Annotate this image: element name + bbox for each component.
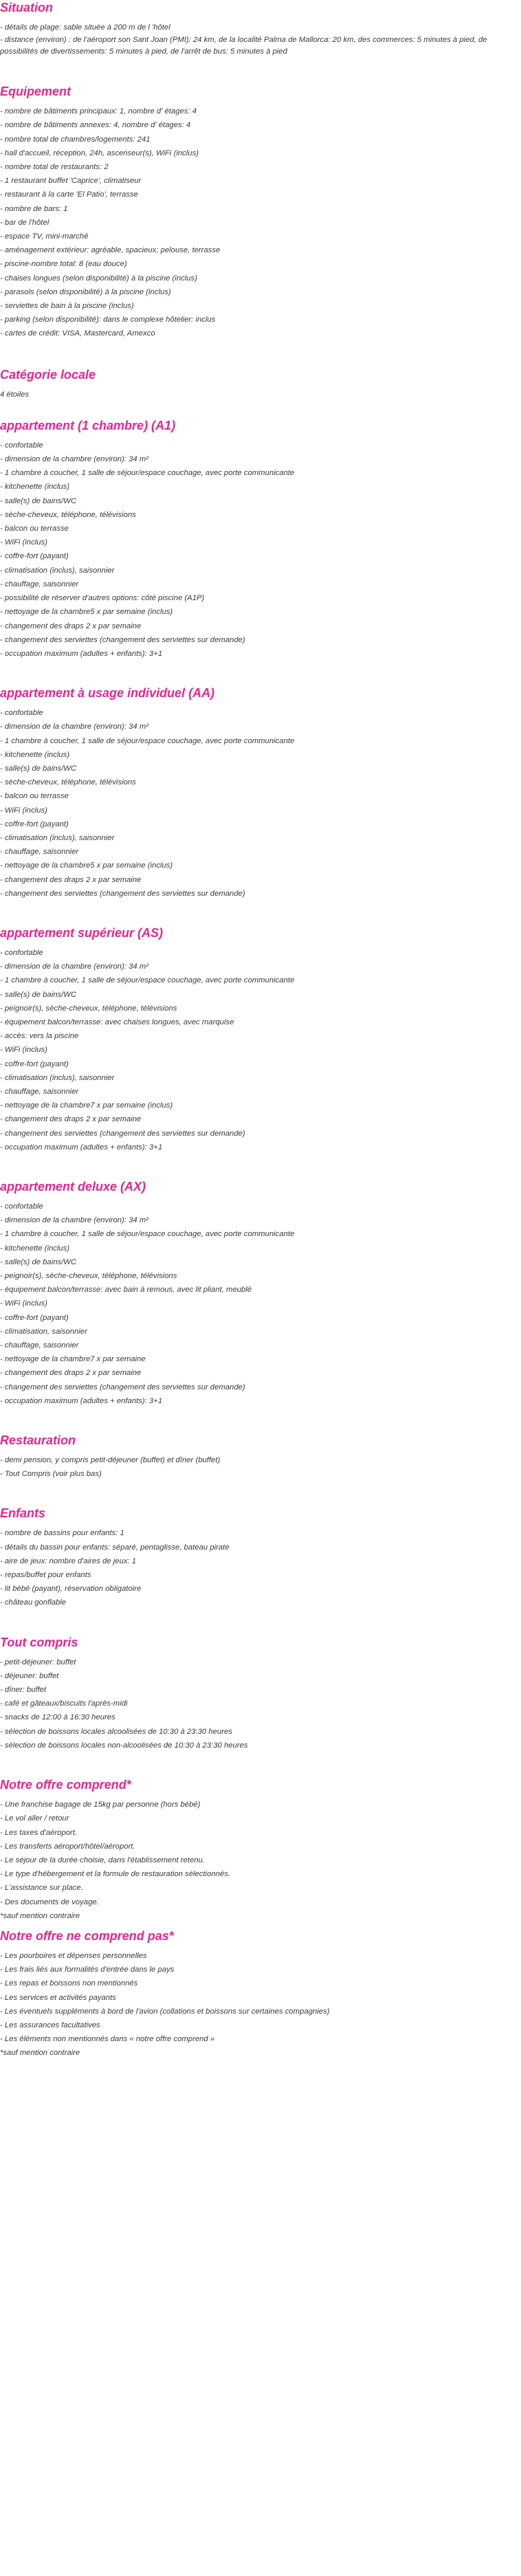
info-line: - occupation maximum (adultes + enfants): 3+1	[0, 649, 163, 658]
info-line: - chaises longues (selon disponibilité) à la piscine (inclus)	[0, 274, 197, 283]
info-line: - WiFi (inclus)	[0, 538, 47, 547]
section-title: appartement deluxe (AX)	[0, 1180, 146, 1193]
info-line: - petit-déjeuner: buffet	[0, 1658, 76, 1666]
info-line: - changement des draps 2 x par semaine	[0, 1369, 142, 1378]
section-title: appartement supérieur (AS)	[0, 925, 164, 940]
footnote: *sauf mention contraire	[0, 2049, 80, 2058]
info-line: - confortable	[0, 709, 43, 718]
info-line: - équipement balcon/terrasse: avec bain à remous, avec lit pliant, meublé	[0, 1286, 252, 1295]
info-line: - nombre de bars: 1	[0, 204, 68, 213]
section-room-aa	[0, 685, 521, 901]
info-line: - Les transferts aéroport/hôtel/aéroport.	[0, 1842, 135, 1851]
info-line: - salle(s) de bains/WC	[0, 990, 77, 999]
info-line: - changement des serviettes (changement des serviettes sur demande)	[0, 635, 245, 644]
info-line: - changement des serviettes (changement des serviettes sur demande)	[0, 889, 245, 898]
info-line: - piscine-nombre total: 8 (eau douce)	[0, 260, 127, 269]
section-enfants	[0, 1506, 521, 1609]
info-line: - distance (environ) : de l'aéroport son Sant Joan (PMI): 24 km, de la localité Palma de Mallorca: 20 km, des commerces: 5 minutes à pied, de possibilités de divertissements: 5 minutes à pied, de l'arrêt de bus: 5 minutes à pied	[0, 36, 487, 56]
info-line: - aire de jeux: nombre d'aires de jeux: 1	[0, 1556, 137, 1565]
info-line: - changement des draps 2 x par semaine	[0, 621, 142, 630]
info-line: - Le séjour de la durée choisie, dans l'établissement retenu.	[0, 1856, 205, 1864]
info-line: - demi pension, y compris petit-déjeuner (buffet) et dîner (buffet)	[0, 1456, 221, 1465]
info-line: - sélection de boissons locales non-alcoolisées de 10:30 à 23:30 heures	[0, 1741, 248, 1750]
info-line: - WiFi (inclus)	[0, 1299, 47, 1308]
info-line: - kitchenette (inclus)	[0, 483, 70, 492]
info-line: - Le type d'hébergement et la formule de restauration sélectionnés.	[0, 1870, 230, 1879]
info-line: - Le vol aller / retour	[0, 1814, 69, 1823]
info-line: - snacks de 12:00 à 16:30 heures	[0, 1713, 115, 1722]
info-line: - WiFi (inclus)	[0, 1046, 47, 1055]
info-line: - balcon ou terrasse	[0, 792, 69, 801]
info-line: - Les taxes d'aéroport.	[0, 1828, 78, 1837]
info-line: - sèche-cheveux, téléphone, télévisions	[0, 510, 136, 519]
section-offre-comprend	[0, 1777, 521, 1923]
section-title: Restauration	[0, 1433, 76, 1448]
info-line: - chauffage, saisonnier	[0, 1341, 79, 1350]
info-line: - confortable	[0, 948, 43, 957]
info-line: - nettoyage de la chambre7 x par semaine (inclus)	[0, 1101, 173, 1110]
info-line: - chauffage, saisonnier	[0, 580, 79, 588]
info-line: - château gonflable	[0, 1598, 67, 1607]
info-line: - nombre de bâtiments annexes: 4, nombre d' étages: 4	[0, 121, 191, 130]
info-line: - salle(s) de bains/WC	[0, 1257, 77, 1266]
info-line: - déjeuner: buffet	[0, 1671, 59, 1680]
info-line: - confortable	[0, 441, 43, 450]
info-line: - coffre-fort (payant)	[0, 819, 69, 828]
info-line: - détails du bassin pour enfants: séparé, pentaglisse, bateau pirate	[0, 1543, 230, 1552]
info-line: - dimension de la chambre (environ): 34 m²	[0, 455, 148, 464]
footnote: *sauf mention contraire	[0, 1911, 80, 1920]
info-line: - restaurant à la carte 'El Patio', terrasse	[0, 190, 138, 199]
info-line: - aménagement extérieur: agréable, spacieux; pelouse, terrasse	[0, 246, 221, 255]
info-line: - nombre de bassins pour enfants: 1	[0, 1529, 124, 1538]
info-line: - 1 chambre à coucher, 1 salle de séjour/espace couchage, avec porte communicante	[0, 1230, 295, 1239]
info-line: - Les assurances facultatives	[0, 2021, 100, 2029]
info-line: - Les pourboires et dépenses personnelles	[0, 1951, 147, 1960]
section-title: appartement à usage individuel (AA)	[0, 686, 215, 701]
info-line: - accès: vers la piscine	[0, 1032, 79, 1041]
section-situation	[0, 0, 521, 58]
info-line: - kitchenette (inclus)	[0, 750, 70, 759]
info-line: - dimension de la chambre (environ): 34 m²	[0, 1216, 148, 1225]
section-tout-compris	[0, 1635, 521, 1752]
info-line: - occupation maximum (adultes + enfants): 3+1	[0, 1396, 163, 1405]
info-line: - possibilité de réserver d'autres options: côté piscine (A1P)	[0, 594, 205, 603]
info-line: - 1 chambre à coucher, 1 salle de séjour/espace couchage, avec porte communicante	[0, 469, 295, 478]
info-line: - parasols (selon disponibilité) à la piscine (inclus)	[0, 287, 171, 296]
info-line: - coffre-fort (payant)	[0, 1059, 69, 1068]
section-title: Notre offre ne comprend pas*	[0, 1928, 174, 1943]
info-line: - confortable	[0, 1202, 43, 1211]
info-line: - dimension de la chambre (environ): 34 m²	[0, 962, 148, 971]
info-line: - cartes de crédit: VISA, Mastercard, Amexco	[0, 329, 155, 338]
info-line: - changement des serviettes (changement des serviettes sur demande)	[0, 1383, 245, 1391]
info-line: - peignoir(s), sèche-cheveux, téléphone, télévisions	[0, 1004, 177, 1013]
info-line: - Des documents de voyage.	[0, 1897, 99, 1906]
info-line: - parking (selon disponibilité): dans le complexe hôtelier: inclus	[0, 316, 216, 324]
section-offre-ne-comprend-pas	[0, 1928, 521, 2060]
section-restauration	[0, 1433, 521, 1481]
info-line: - équipement balcon/terrasse: avec chaises longues, avec marquise	[0, 1017, 234, 1026]
section-room-a1	[0, 418, 521, 661]
info-line: - bar de l'hôtel	[0, 218, 49, 227]
info-line: - espace TV, mini-marché	[0, 232, 89, 241]
section-title: Equipement	[0, 85, 71, 99]
info-line: - Les éléments non mentionnés dans « notre offre comprend »	[0, 2035, 215, 2044]
info-line: 4 étoiles	[0, 390, 30, 399]
info-line: - balcon ou terrasse	[0, 525, 69, 533]
section-room-ax	[0, 1179, 521, 1408]
info-line: - dimension de la chambre (environ): 34 m²	[0, 723, 148, 731]
info-line: - changement des draps 2 x par semaine	[0, 1115, 142, 1124]
info-line: - sélection de boissons locales alcoolisées de 10:30 à 23:30 heures	[0, 1727, 232, 1736]
info-line: - nombre total de restaurants: 2	[0, 163, 109, 172]
info-line: - peignoir(s), sèche-cheveux, téléphone, télévisions	[0, 1272, 177, 1281]
info-line: - dîner: buffet	[0, 1686, 47, 1695]
info-line: - changement des draps 2 x par semaine	[0, 875, 142, 884]
section-title: Notre offre comprend*	[0, 1778, 131, 1792]
info-line: - Les frais liés aux formalités d'entrée dans le pays	[0, 1966, 175, 1974]
info-line: - sèche-cheveux, téléphone, télévisions	[0, 778, 136, 787]
info-line: - climatisation (inclus), saisonnier	[0, 566, 115, 575]
section-title: Enfants	[0, 1506, 46, 1521]
info-line: - hall d'accueil, réception, 24h, ascenseur(s), WiFi (inclus)	[0, 148, 199, 157]
info-line: - serviettes de bain à la piscine (inclus)	[0, 302, 134, 311]
info-line: - chauffage, saisonnier	[0, 848, 79, 857]
info-line: - Tout Compris (voir plus bas)	[0, 1470, 102, 1479]
section-title: Catégorie locale	[0, 367, 96, 382]
info-line: - occupation maximum (adultes + enfants): 3+1	[0, 1143, 163, 1152]
section-title: Tout compris	[0, 1635, 78, 1649]
info-line: - chauffage, saisonnier	[0, 1087, 79, 1096]
section-equipement	[0, 84, 521, 340]
info-line: - coffre-fort (payant)	[0, 552, 69, 561]
section-title: Situation	[0, 1, 53, 14]
info-line: - lit bébé (payant), réservation obligatoire	[0, 1585, 142, 1594]
info-line: - 1 chambre à coucher, 1 salle de séjour/espace couchage, avec porte communicante	[0, 736, 295, 745]
info-line: - nombre de bâtiments principaux: 1, nombre d' étages: 4	[0, 107, 197, 116]
section-title: appartement (1 chambre) (A1)	[0, 418, 176, 432]
info-line: - kitchenette (inclus)	[0, 1244, 70, 1253]
info-line: - Les services et activités payants	[0, 1993, 116, 2002]
info-line: - nombre total de chambres/logements: 241	[0, 135, 151, 144]
info-line: - nettoyage de la chambre5 x par semaine (inclus)	[0, 608, 173, 617]
section-room-as	[0, 925, 521, 1154]
info-line: - café et gâteaux/biscuits l'après-midi	[0, 1699, 128, 1708]
info-line: - L'assistance sur place.	[0, 1884, 83, 1893]
info-line: - climatisation (inclus), saisonnier	[0, 1073, 115, 1082]
info-line: - climatisation, saisonnier	[0, 1327, 87, 1336]
info-line: - salle(s) de bains/WC	[0, 764, 77, 773]
info-line: - nettoyage de la chambre7 x par semaine	[0, 1355, 146, 1364]
section-categorie	[0, 367, 521, 401]
info-line: - 1 chambre à coucher, 1 salle de séjour/espace couchage, avec porte communicante	[0, 976, 295, 985]
info-line: - Une franchise bagage de 15kg par personne (hors bébé)	[0, 1801, 201, 1809]
info-line: - changement des serviettes (changement des serviettes sur demande)	[0, 1129, 245, 1138]
info-line: - repas/buffet pour enfants	[0, 1571, 91, 1580]
info-line: - détails de plage: sable située à 200 m de l 'hôtel	[0, 23, 170, 32]
info-line: - climatisation (inclus), saisonnier	[0, 833, 115, 842]
info-line: - Les repas et boissons non mentionnés	[0, 1979, 138, 1988]
info-line: - 1 restaurant buffet 'Caprice', climatiseur	[0, 177, 142, 186]
info-line: - coffre-fort (payant)	[0, 1313, 69, 1322]
info-line: - Les éventuels suppléments à bord de l'avion (collations et boissons sur certaines compagnies)	[0, 2007, 330, 2016]
info-line: - nettoyage de la chambre5 x par semaine (inclus)	[0, 861, 173, 870]
info-line: - salle(s) de bains/WC	[0, 496, 77, 505]
info-line: - WiFi (inclus)	[0, 806, 47, 815]
